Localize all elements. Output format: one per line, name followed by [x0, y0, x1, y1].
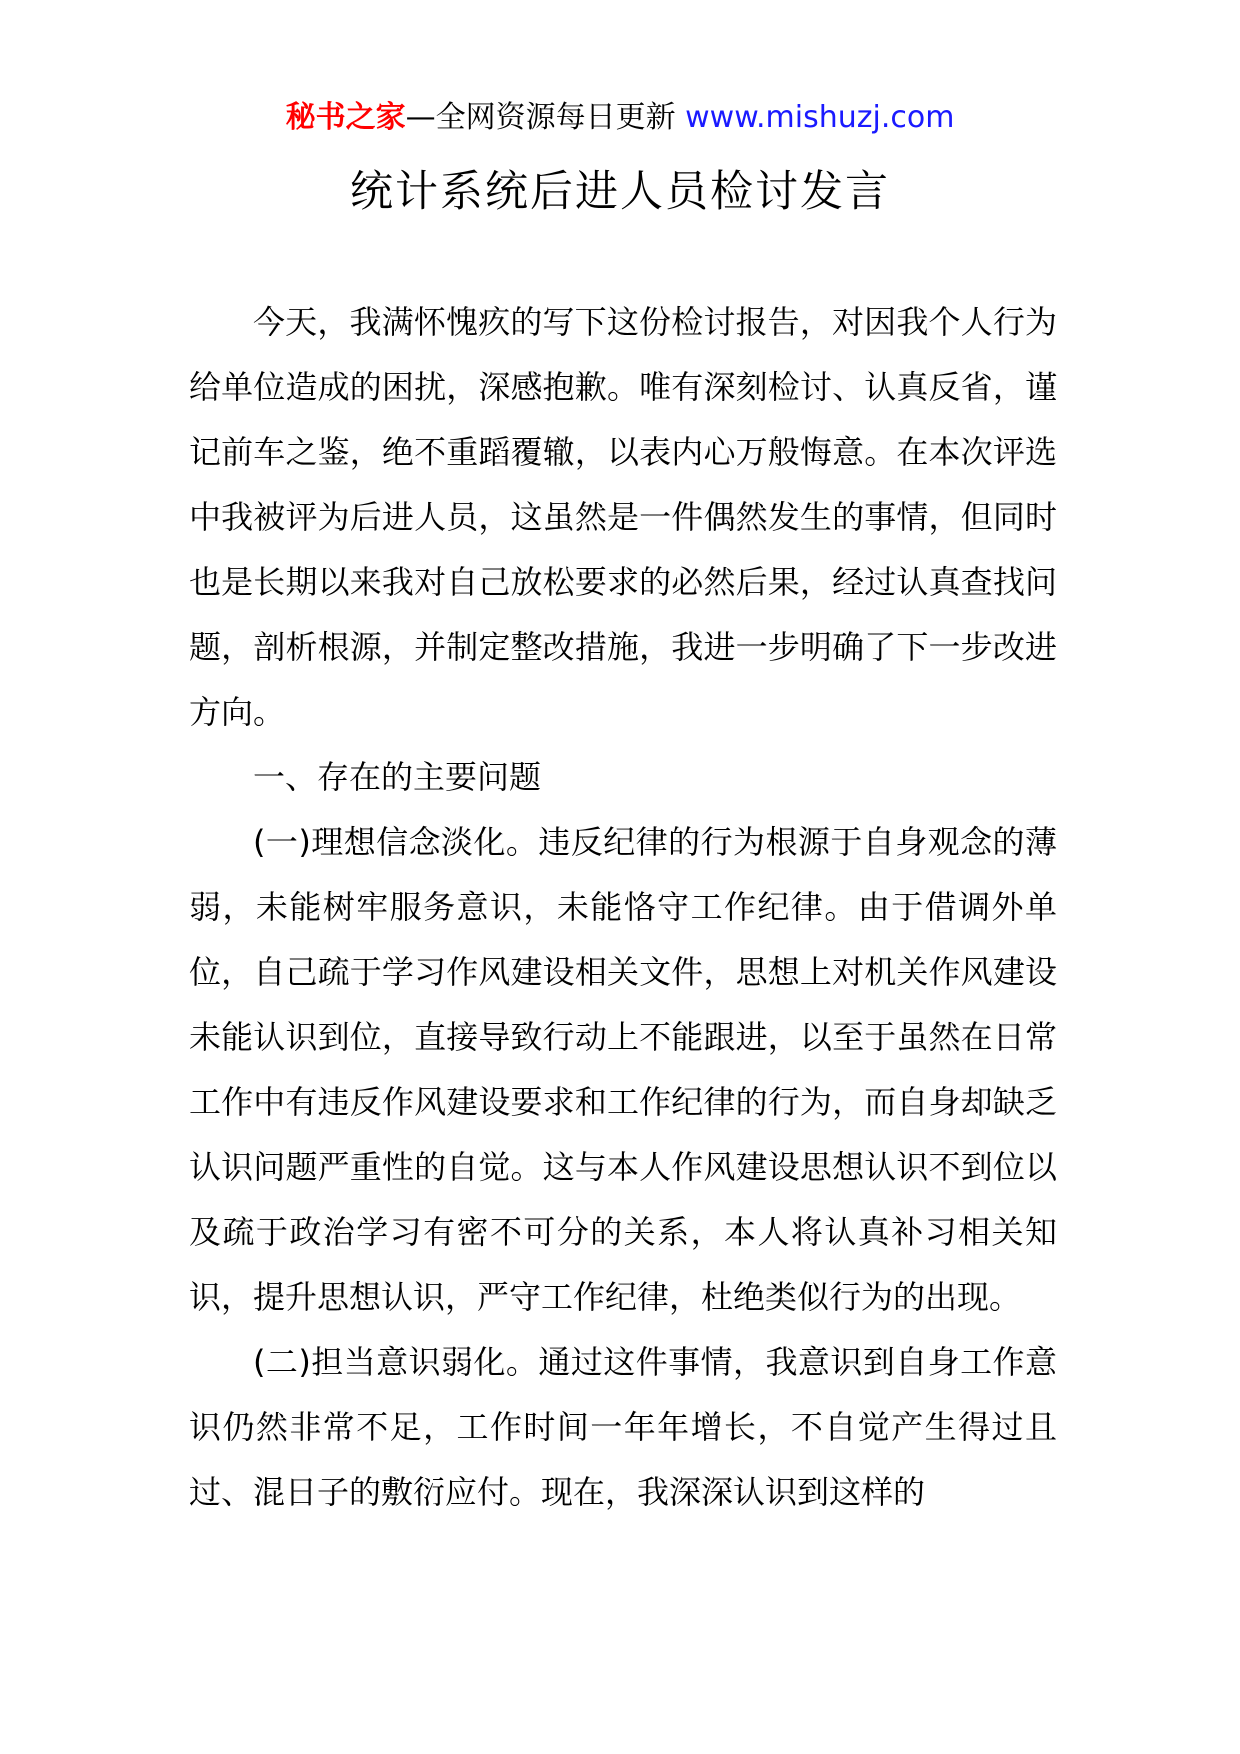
paragraph-issue-1: (一)理想信念淡化。违反纪律的行为根源于自身观念的薄弱，未能树牢服务意识，未能恪守工作纪律。由于借调外单位，自己疏于学习作风建设相关文件，思想上对机关作风建设未能认识到位，直接导致行动上不能跟进，以至于虽然在日常工作中有违反作风建设要求和工作纪律的行为，而自身却缺乏认识问题严重性的自觉。这与本人作风建设思想认识不到位以及疏于政治学习有密不可分的关系，本人将认真补习相关知识，提升思想认识，严守工作纪律，杜绝类似行为的出现。 [189, 823, 1057, 1316]
document-body [189, 290, 1057, 1525]
header-tagline: —全网资源每日更新 [405, 100, 676, 135]
paragraph-intro: 今天，我满怀愧疚的写下这份检讨报告，对因我个人行为给单位造成的困扰，深感抱歉。唯有深刻检讨、认真反省，谨记前车之鉴，绝不重蹈覆辙，以表内心万般悔意。在本次评选中我被评为后进人员，这虽然是一件偶然发生的事情，但同时也是长期以来我对自己放松要求的必然后果，经过认真查找问题，剖析根源，并制定整改措施，我进一步明确了下一步改进方向。 [189, 303, 1057, 731]
site-url-link[interactable]: www.mishuzj.com [685, 100, 955, 135]
paragraph-issue-2: (二)担当意识弱化。通过这件事情，我意识到自身工作意识仍然非常不足，工作时间一年年增长，不自觉产生得过且过、混日子的敷衍应付。现在，我深深认识到这样的 [189, 1343, 1057, 1511]
site-header [0, 98, 1240, 138]
document-title: 统计系统后进人员检讨发言 [350, 167, 890, 217]
brand-name: 秘书之家 [285, 100, 406, 135]
section-heading: 一、存在的主要问题 [253, 758, 542, 796]
